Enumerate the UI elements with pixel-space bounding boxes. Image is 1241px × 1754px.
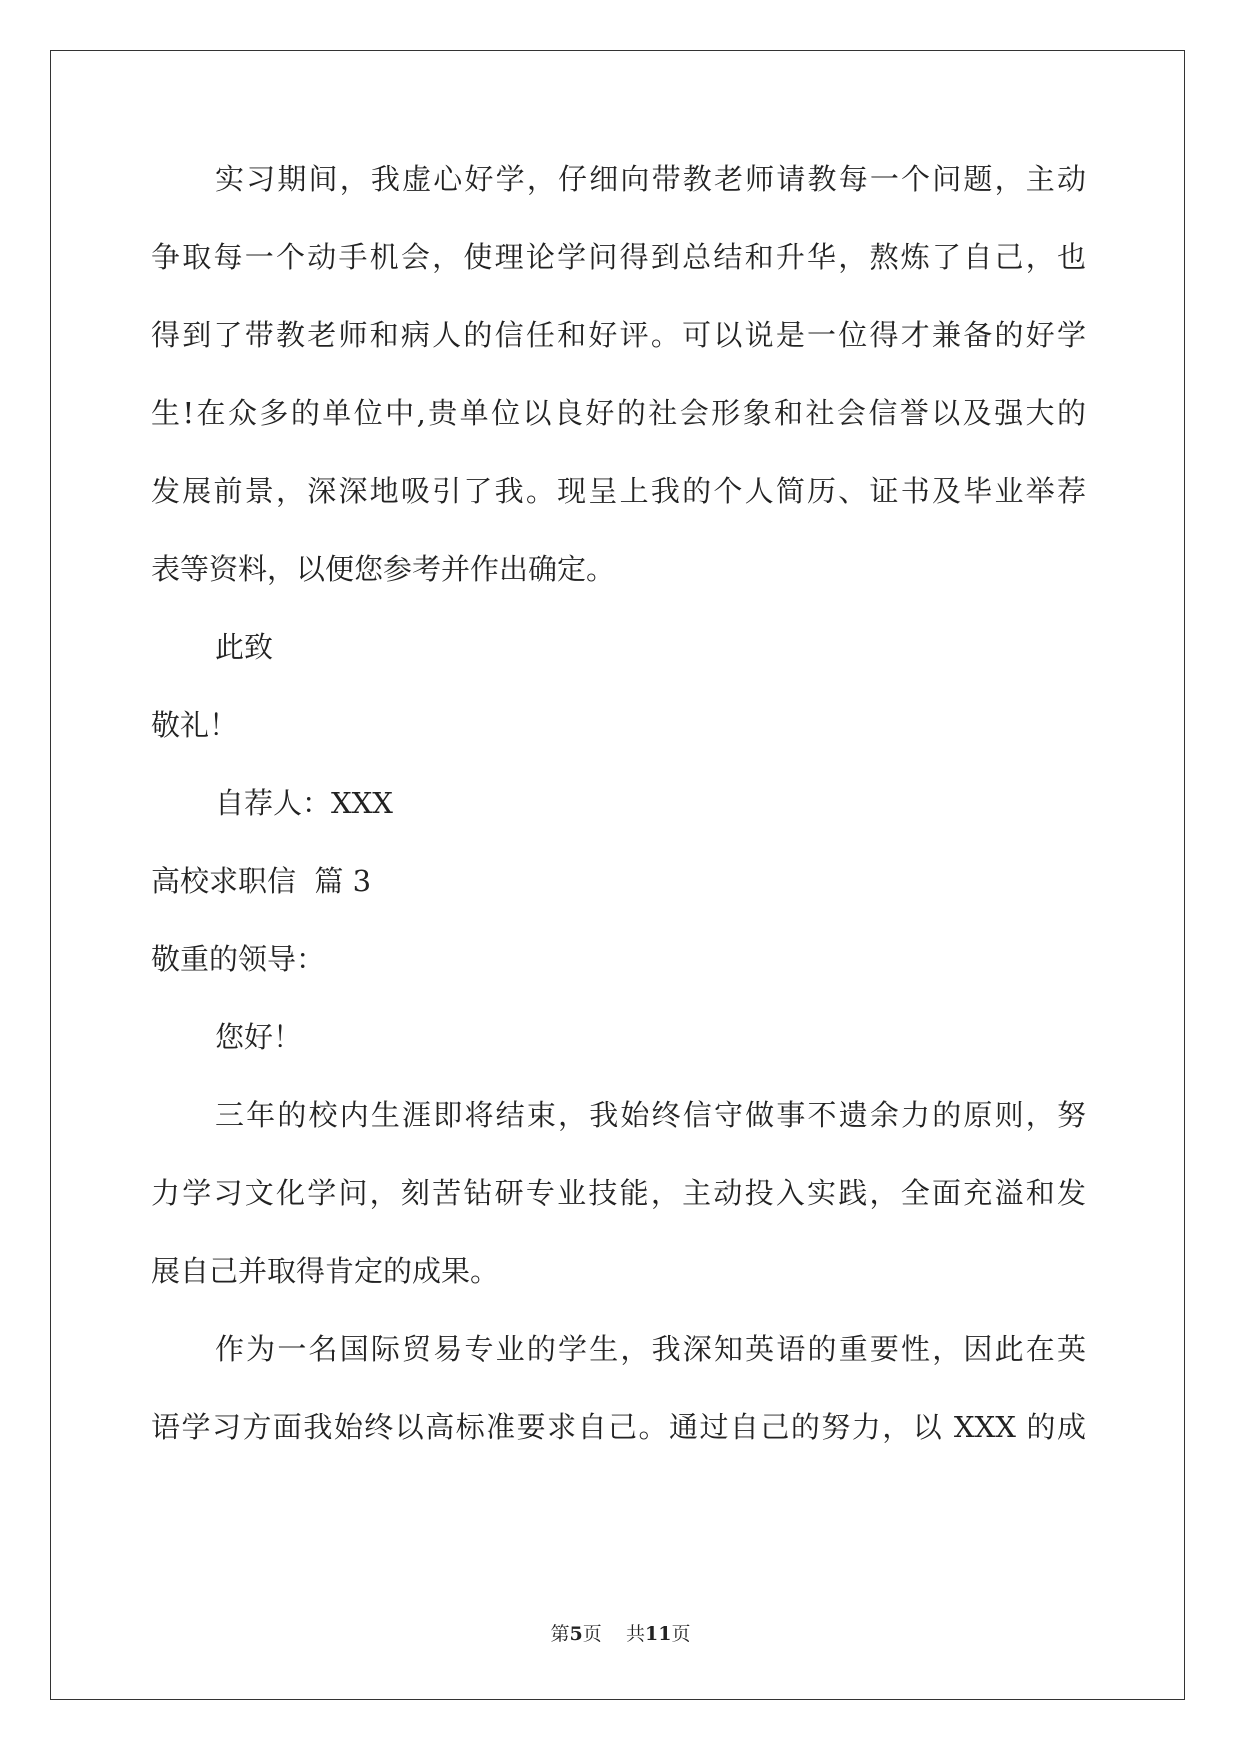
greeting: 您好！ — [215, 1020, 303, 1054]
paragraph-line: 语学习方面我始终以高标准要求自己。通过自己的努力，以 XXX 的成 — [151, 1410, 1086, 1444]
paragraph-line: 争取每一个动手机会，使理论学问得到总结和升华，熬炼了自己，也 — [151, 240, 1086, 274]
salutation-closing: 敬礼！ — [151, 708, 239, 742]
page-suffix: 页 — [582, 1623, 602, 1645]
page-footer — [0, 1622, 1241, 1646]
paragraph-line: 得到了带教老师和病人的信任和好评。可以说是一位得才兼备的好学 — [151, 318, 1086, 352]
page-prefix: 第 — [550, 1623, 570, 1645]
signature-line: 自荐人：XXX — [215, 786, 393, 820]
greeting-recipient: 敬重的领导： — [151, 942, 326, 976]
paragraph-line: 力学习文化学问，刻苦钻研专业技能，主动投入实践，全面充溢和发 — [151, 1176, 1086, 1210]
closing-phrase: 此致 — [215, 630, 274, 664]
paragraph-line: 展自己并取得肯定的成果。 — [151, 1254, 500, 1288]
paragraph-line: 作为一名国际贸易专业的学生，我深知英语的重要性，因此在英 — [215, 1332, 1086, 1366]
section-heading: 高校求职信 篇 3 — [151, 864, 372, 898]
paragraph-line: 表等资料，以便您参考并作出确定。 — [151, 552, 616, 586]
paragraph-line: 实习期间，我虚心好学，仔细向带教老师请教每一个问题，主动 — [215, 162, 1086, 196]
document-body — [151, 161, 1086, 1487]
paragraph-line: 生!在众多的单位中,贵单位以良好的社会形象和社会信誉以及强大的 — [151, 396, 1086, 430]
total-suffix: 页 — [671, 1623, 691, 1645]
total-prefix: 共 — [625, 1623, 645, 1645]
current-page-number: 5 — [569, 1623, 583, 1645]
total-page-count: 11 — [644, 1623, 672, 1645]
paragraph-line: 三年的校内生涯即将结束，我始终信守做事不遗余力的原则，努 — [215, 1098, 1086, 1132]
paragraph-line: 发展前景，深深地吸引了我。现呈上我的个人简历、证书及毕业举荐 — [151, 474, 1086, 508]
